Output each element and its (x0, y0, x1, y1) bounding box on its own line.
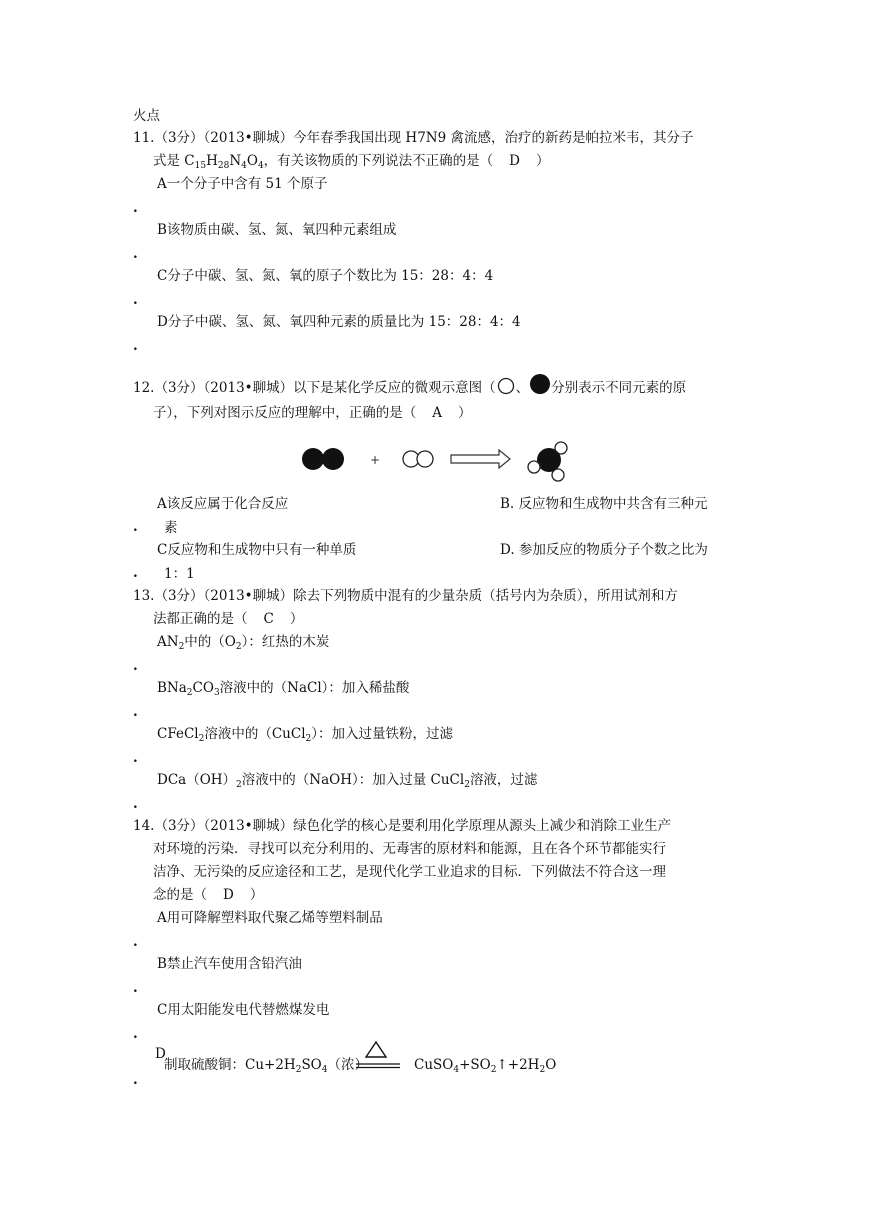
option-dot: . (133, 519, 138, 535)
question-11-option-a: A一个分子中含有 51 个原子 (157, 176, 328, 192)
black-atom-icon (529, 374, 551, 396)
option-dot: . (133, 200, 138, 216)
question-12-option-d: D. 参加反应的物质分子个数之比为 (500, 542, 708, 558)
question-14-option-a: A用可降解塑料取代聚乙烯等塑料制品 (157, 910, 383, 926)
triangle-heat-icon (366, 1042, 386, 1057)
question-11-stem-line2: 式是 $C_{15}H_{28}N_4O_4$，有关该物质的下列说法不正确的是（ D ） (153, 153, 550, 171)
option-dot: . (133, 796, 138, 812)
page-fragment: 火点 (133, 108, 160, 124)
question-13-option-c: CFeCl$_2$溶液中的（CuCl$_2$）：加入过量铁粉，过滤 (157, 726, 453, 744)
black-diatomic-molecule (302, 448, 344, 470)
question-13-stem-line2: 法都正确的是（ C ） (153, 611, 304, 627)
question-14-answer: D (223, 887, 234, 903)
reaction-diagram (296, 430, 596, 490)
option-dot: . (133, 1026, 138, 1042)
question-14-stem-line1: 14.（3分）（2013•聊城）绿色化学的核心是要利用化学原理从源头上减少和消除工业生产 (133, 818, 672, 834)
question-12-stem-line1: 12.（3分）（2013•聊城）以下是某化学反应的微观示意图（ 、 分别表示不同元素的原 (133, 374, 686, 397)
question-12-option-b-cont: 素 (164, 520, 178, 536)
question-11-answer: D (509, 153, 520, 169)
question-14-stem-line4: 念的是（ D ） (153, 887, 264, 903)
option-dot: . (133, 1072, 138, 1088)
option-dot: . (133, 292, 138, 308)
question-12-answer: A (432, 405, 442, 421)
question-12-option-b: B. 反应物和生成物中共含有三种元 (500, 496, 708, 512)
question-11-option-b: B该物质由碳、氢、氮、氧四种元素组成 (157, 222, 397, 238)
question-11-option-c: C分子中碳、氢、氮、氧的原子个数比为 15：28：4：4 (157, 268, 494, 284)
question-14-option-c: C用太阳能发电代替燃煤发电 (157, 1002, 330, 1018)
question-14-option-d-letter: D (155, 1046, 166, 1062)
reaction-arrow (451, 450, 510, 468)
option-dot: . (133, 980, 138, 996)
option-dot: . (133, 658, 138, 674)
question-13-option-b: $BNa_2CO_3$溶液中的（NaCl）：加入稀盐酸 (157, 680, 410, 698)
question-12-stem-line2: 子），下列对图示反应的理解中，正确的是（ A ） (153, 405, 472, 421)
question-13-answer: C (263, 611, 274, 627)
question-14-stem-line3: 洁净、无污染的反应途径和工艺，是现代化学工业追求的目标．下列做法不符合这一理 (153, 864, 666, 880)
product-molecule (528, 442, 567, 481)
heat-condition-symbol (354, 1040, 404, 1080)
question-12-option-c: C反应物和生成物中只有一种单质 (157, 542, 357, 558)
option-dot: . (133, 934, 138, 950)
question-14-option-d: 制取硫酸铜：$Cu+2H_2SO_4$（浓） $CuSO_4+SO_2↑+2H_2O$ (164, 1057, 557, 1075)
question-12-option-a: A该反应属于化合反应 (157, 496, 289, 512)
question-11-option-d: D分子中碳、氢、氮、氧四种元素的质量比为 15：28：4：4 (157, 314, 521, 330)
question-13-stem-line1: 13.（3分）（2013•聊城）除去下列物质中混有的少量杂质（括号内为杂质），所用试剂和方 (133, 588, 678, 604)
white-diatomic-molecule (403, 451, 433, 467)
question-12-option-d-cont: 1：1 (164, 566, 195, 582)
white-atom-icon (496, 376, 516, 396)
option-dot: . (133, 750, 138, 766)
question-11-stem-line1: 11.（3分）（2013•聊城）今年春季我国出现 H7N9 禽流感，治疗的新药是帕拉米韦，其分子 (133, 130, 694, 146)
question-14-option-b: B禁止汽车使用含铅汽油 (157, 956, 302, 972)
question-14-stem-line2: 对环境的污染．寻找可以充分利用的、无毒害的原材料和能源，且在各个环节都能实行 (153, 841, 666, 857)
question-13-option-d: $DCa(OH)_2$溶液中的（NaOH）：加入过量 CuCl$_2$溶液，过滤 (157, 772, 538, 790)
plus-sign: + (370, 453, 381, 467)
option-dot: . (133, 565, 138, 581)
option-dot: . (133, 704, 138, 720)
option-dot: . (133, 246, 138, 262)
option-dot: . (133, 338, 138, 354)
question-13-option-a: $AN_2$中的$(O_2)$：红热的木炭 (157, 634, 330, 652)
